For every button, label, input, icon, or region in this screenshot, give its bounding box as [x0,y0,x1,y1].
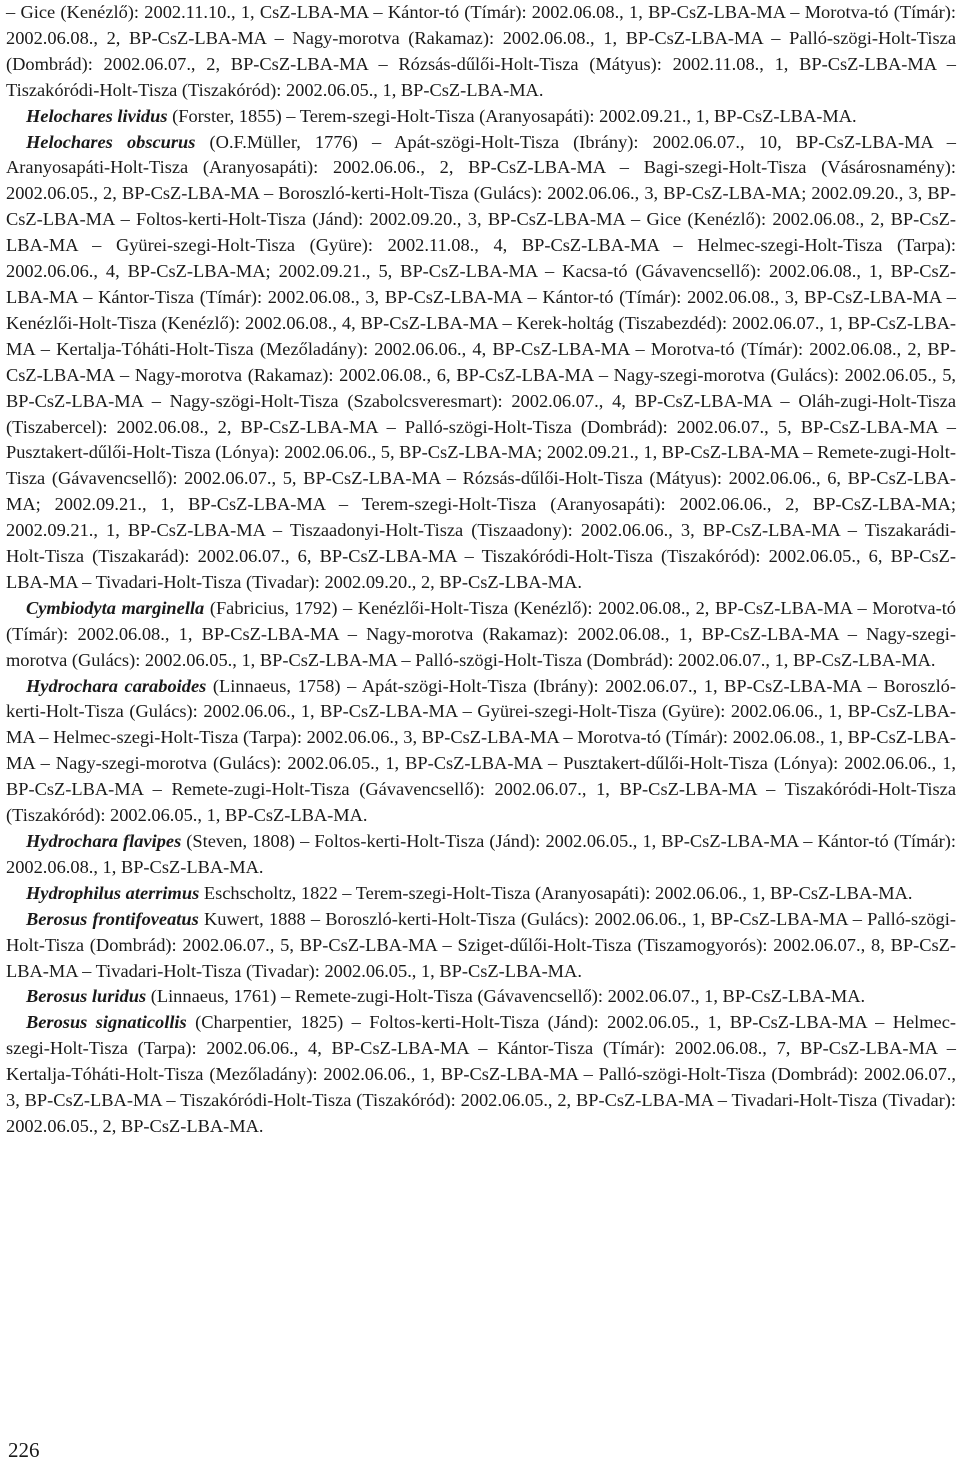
species-name: Berosus signaticollis [26,1012,187,1033]
species-name: Hydrophilus aterrimus [26,882,200,903]
species-entry-helochares-lividus [6,104,956,130]
species-name: Helochares obscurus [26,131,196,152]
entry-text: (Fabricius, 1792) – Kenézlői-Holt-Tisza (Kenézlő): 2002.06.08., 2, BP-CsZ-LBA-MA – Morotva-tó (Tímár): 2002.06.08., 1, BP-CsZ-LBA-MA – Nagy-morotva (Rakamaz): 2002.06.08., 1, BP-CsZ-LBA-MA – Nagy-szegi-morotva (Gulács): 2002.06.05., 1, BP-CsZ-LBA-MA – Palló-szögi-Holt-Tisza (Dombrád): 2002.06.07., 1, BP-CsZ-LBA-MA. [6,597,956,670]
species-entry-berosus-luridus [6,984,956,1010]
document-body [6,0,956,1140]
entry-text: (Charpentier, 1825) – Foltos-kerti-Holt-Tisza (Jánd): 2002.06.05., 1, BP-CsZ-LBA-MA – Helmec-szegi-Holt-Tisza (Tarpa): 2002.06.06., 4, BP-CsZ-LBA-MA – Kántor-Tisza (Tímár): 2002.06.08., 7, BP-CsZ-LBA-MA – Kertalja-Tóháti-Holt-Tisza (Mezőladány): 2002.06.06., 1, BP-CsZ-LBA-MA – Palló-szögi-Holt-Tisza (Dombrád): 2002.06.07., 3, BP-CsZ-LBA-MA – Tiszakóródi-Holt-Tisza (Tiszakóród): 2002.06.05., 2, BP-CsZ-LBA-MA – Tivadari-Holt-Tisza (Tivadar): 2002.06.05., 2, BP-CsZ-LBA-MA. [6,1012,956,1136]
entry-text: (O.F.Müller, 1776) – Apát-szögi-Holt-Tisza (Ibrány): 2002.06.07., 10, BP-CsZ-LBA-MA – Aranyosapáti-Holt-Tisza (Aranyosapáti): 2002.06.06., 2, BP-CsZ-LBA-MA – Bagi-szegi-Holt-Tisza (Vásárosnamény): 2002.06.05., 2, BP-CsZ-LBA-MA – Boroszló-kerti-Holt-Tisza (Gulács): 2002.06.06., 3, BP-CsZ-LBA-MA; 2002.09.20., 3, BP-CsZ-LBA-MA – Foltos-kerti-Holt-Tisza (Jánd): 2002.09.20., 3, BP-CsZ-LBA-MA – Gice (Kenézlő): 2002.06.08., 2, BP-CsZ-LBA-MA – Gyürei-szegi-Holt-Tisza (Gyüre): 2002.11.08., 4, BP-CsZ-LBA-MA – Helmec-szegi-Holt-Tisza (Tarpa): 2002.06.06., 4, BP-CsZ-LBA-MA; 2002.09.21., 5, BP-CsZ-LBA-MA – Kacsa-tó (Gávavencsellő): 2002.06.08., 1, BP-CsZ-LBA-MA – Kántor-Tisza (Tímár): 2002.06.08., 3, BP-CsZ-LBA-MA – Kántor-tó (Tímár): 2002.06.08., 3, BP-CsZ-LBA-MA – Kenézlői-Holt-Tisza (Kenézlő): 2002.06.08., 4, BP-CsZ-LBA-MA – Kerek-holtág (Tiszabezdéd): 2002.06.07., 1, BP-CsZ-LBA-MA – Kertalja-Tóháti-Holt-Tisza (Mezőladány): 2002.06.06., 4, BP-CsZ-LBA-MA – Morotva-tó (Tímár): 2002.06.08., 2, BP-CsZ-LBA-MA – Nagy-morotva (Rakamaz): 2002.06.08., 6, BP-CsZ-LBA-MA – Nagy-szegi-morotva (Gulács): 2002.06.05., 5, BP-CsZ-LBA-MA – Nagy-szögi-Holt-Tisza (Szabolcsveresmart): 2002.06.07., 4, BP-CsZ-LBA-MA – Oláh-zugi-Holt-Tisza (Tiszabercel): 2002.06.08., 2, BP-CsZ-LBA-MA – Palló-szögi-Holt-Tisza (Dombrád): 2002.06.07., 5, BP-CsZ-LBA-MA – Pusztakert-dűlői-Holt-Tisza (Lónya): 2002.06.06., 5, BP-CsZ-LBA-MA; 2002.09.21., 1, BP-CsZ-LBA-MA – Remete-zugi-Holt-Tisza (Gávavencsellő): 2002.06.07., 5, BP-CsZ-LBA-MA – Rózsás-dűlői-Holt-Tisza (Mátyus): 2002.06.06., 6, BP-CsZ-LBA-MA; 2002.09.21., 1, BP-CsZ-LBA-MA – Terem-szegi-Holt-Tisza (Aranyosapáti): 2002.06.06., 2, BP-CsZ-LBA-MA; 2002.09.21., 1, BP-CsZ-LBA-MA – Tiszaadonyi-Holt-Tisza (Tiszaadony): 2002.06.06., 3, BP-CsZ-LBA-MA – Tiszakarádi-Holt-Tisza (Tiszakarád): 2002.06.07., 6, BP-CsZ-LBA-MA – Tiszakóródi-Holt-Tisza (Tiszakóród): 2002.06.05., 6, BP-CsZ-LBA-MA – Tivadari-Holt-Tisza (Tivadar): 2002.09.20., 2, BP-CsZ-LBA-MA. [6,131,957,592]
entry-text: (Linnaeus, 1761) – Remete-zugi-Holt-Tisza (Gávavencsellő): 2002.06.07., 1, BP-CsZ-LBA-MA. [146,986,866,1007]
paragraph-text: – Gice (Kenézlő): 2002.11.10., 1, CsZ-LBA-MA – Kántor-tó (Tímár): 2002.06.08., 1, BP-CsZ-LBA-MA – Morotva-tó (Tímár): 2002.06.08., 2, BP-CsZ-LBA-MA – Nagy-morotva (Rakamaz): 2002.06.08., 1, BP-CsZ-LBA-MA – Palló-szögi-Holt-Tisza (Dombrád): 2002.06.07., 2, BP-CsZ-LBA-MA – Rózsás-dűlői-Holt-Tisza (Mátyus): 2002.11.08., 1, BP-CsZ-LBA-MA – Tiszakóródi-Holt-Tisza (Tiszakóród): 2002.06.05., 1, BP-CsZ-LBA-MA. [6,2,956,100]
entry-text: (Forster, 1855) – Terem-szegi-Holt-Tisza (Aranyosapáti): 2002.09.21., 1, BP-CsZ-LBA-MA. [167,105,857,126]
species-name: Berosus frontifoveatus [26,908,199,929]
entry-text: Eschscholtz, 1822 – Terem-szegi-Holt-Tisza (Aranyosapáti): 2002.06.06., 1, BP-CsZ-LBA-MA. [199,882,913,903]
species-entry-hydrophilus-aterrimus [6,881,956,907]
species-entry-helochares-obscurus [6,130,956,596]
species-entry-hydrochara-flavipes [6,829,956,881]
species-name: Cymbiodyta marginella [26,597,205,618]
species-entry-berosus-signaticollis [6,1010,956,1140]
entry-text: Kuwert, 1888 – Boroszló-kerti-Holt-Tisza (Gulács): 2002.06.06., 1, BP-CsZ-LBA-MA – Palló-szögi-Holt-Tisza (Dombrád): 2002.06.07., 5, BP-CsZ-LBA-MA – Sziget-dűlői-Holt-Tisza (Tiszamogyorós): 2002.06.07., 8, BP-CsZ-LBA-MA – Tivadari-Holt-Tisza (Tivadar): 2002.06.05., 1, BP-CsZ-LBA-MA. [6,908,956,981]
entry-text: (Linnaeus, 1758) – Apát-szögi-Holt-Tisza (Ibrány): 2002.06.07., 1, BP-CsZ-LBA-MA – Boroszló-kerti-Holt-Tisza (Gulács): 2002.06.06., 1, BP-CsZ-LBA-MA – Gyürei-szegi-Holt-Tisza (Gyüre): 2002.06.06., 1, BP-CsZ-LBA-MA – Helmec-szegi-Holt-Tisza (Tarpa): 2002.06.06., 3, BP-CsZ-LBA-MA – Morotva-tó (Tímár): 2002.06.08., 1, BP-CsZ-LBA-MA – Nagy-szegi-morotva (Gulács): 2002.06.05., 1, BP-CsZ-LBA-MA – Pusztakert-dűlői-Holt-Tisza (Lónya): 2002.06.06., 1, BP-CsZ-LBA-MA – Remete-zugi-Holt-Tisza (Gávavencsellő): 2002.06.07., 1, BP-CsZ-LBA-MA – Tiszakóródi-Holt-Tisza (Tiszakóród): 2002.06.05., 1, BP-CsZ-LBA-MA. [6,675,956,826]
species-name: Hydrochara caraboides [26,675,207,696]
continuation-paragraph [6,0,956,104]
page-number: 226 [8,1438,40,1462]
species-name: Hydrochara flavipes [26,831,182,851]
species-entry-cymbiodyta-marginella [6,596,956,674]
species-entry-berosus-frontifoveatus [6,907,956,985]
species-name: Helochares lividus [26,105,168,126]
species-name: Berosus luridus [26,986,147,1007]
species-entry-hydrochara-caraboides [6,674,956,829]
entry-text: (Steven, 1808) – Foltos-kerti-Holt-Tisza (Jánd): 2002.06.05., 1, BP-CsZ-LBA-MA – Kántor-tó (Tímár): 2002.06.08., 1, BP-CsZ-LBA-MA. [6,831,956,877]
